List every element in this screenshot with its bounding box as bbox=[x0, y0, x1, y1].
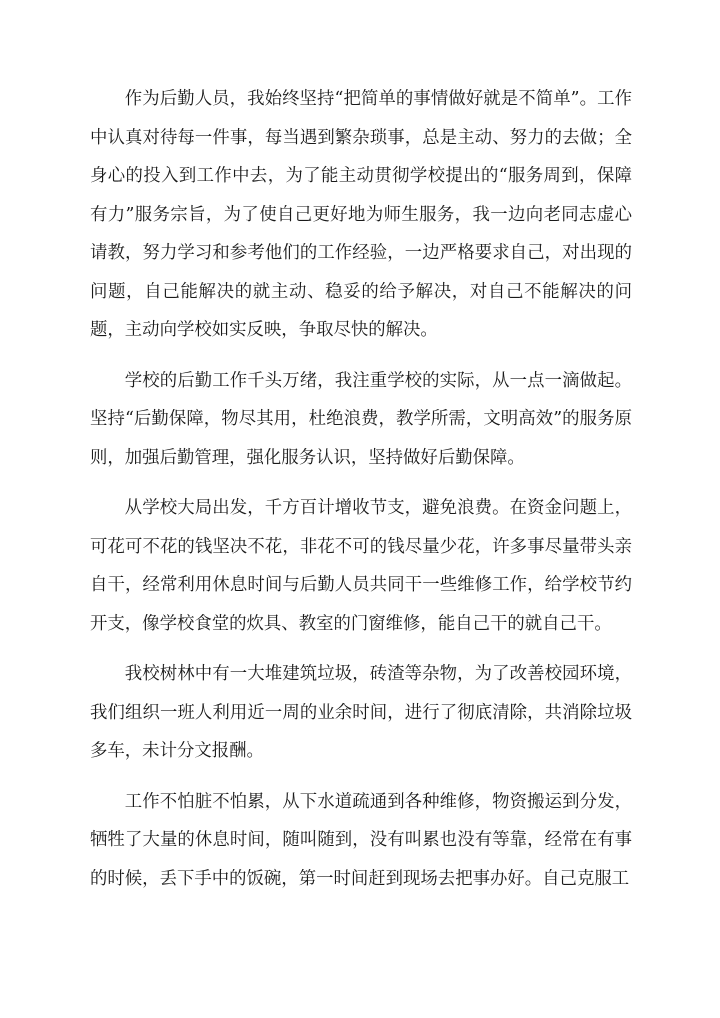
paragraph-3: 从学校大局出发，千方百计增收节支，避免浪费。在资金问题上，可花可不花的钱坚决不花，非花不可的钱尽量少花，许多事尽量带头亲自干，经常利用休息时间与后勤人员共同干一些维修工作，给学校节约开支，像学校食堂的炊具、教室的门窗维修，能自己干的就自己干。 bbox=[90, 498, 632, 634]
paragraph-5: 工作不怕脏不怕累，从下水道疏通到各种维修，物资搬运到分发，牺牲了大量的休息时间，随叫随到，没有叫累也没有等靠，经常在有事的时候，丢下手中的饭碗，第一时间赶到现场去把事办好。自己克服工 bbox=[90, 791, 632, 889]
paragraph-2: 学校的后勤工作千头万绪，我注重学校的实际，从一点一滴做起。坚持“后勤保障，物尽其用，杜绝浪费，教学所需，文明高效”的服务原则，加强后勤管理，强化服务认识，坚持做好后勤保障。 bbox=[90, 370, 632, 468]
paragraph-4: 我校树林中有一大堆建筑垃圾，砖渣等杂物，为了改善校园环境，我们组织一班人利用近一周的业余时间，进行了彻底清除，共消除垃圾多车，未计分文报酬。 bbox=[90, 664, 632, 761]
document-body bbox=[90, 80, 632, 910]
paragraph-1: 作为后勤人员，我始终坚持“把简单的事情做好就是不简单”。工作中认真对待每一件事，每当遇到繁杂琐事，总是主动、努力的去做；全身心的投入到工作中去，为了能主动贯彻学校提出的“服务周到，保障有力”服务宗旨，为了使自己更好地为师生服务，我一边向老同志虚心请教，努力学习和参考他们的工作经验，一边严格要求自己，对出现的问题，自己能解决的就主动、稳妥的给予解决，对自己不能解决的问题，主动向学校如实反映，争取尽快的解决。 bbox=[90, 89, 632, 340]
